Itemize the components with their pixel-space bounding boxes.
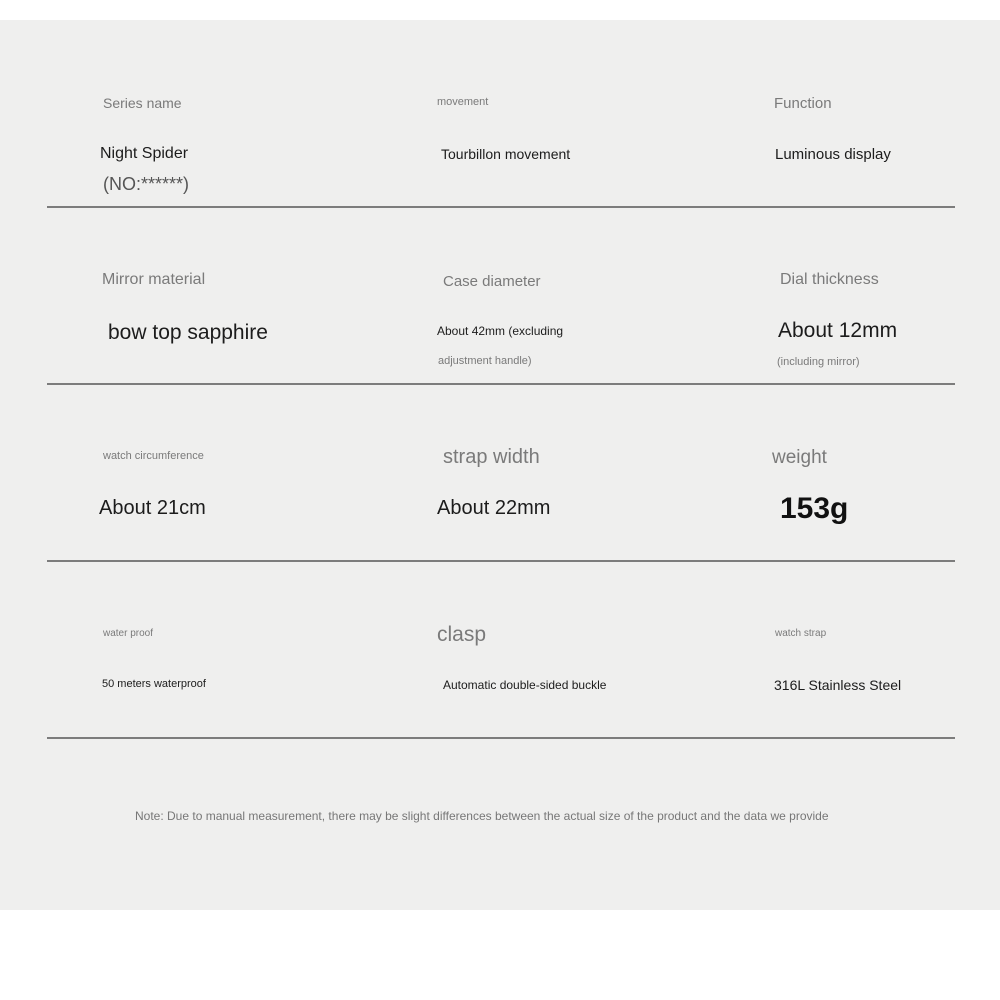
case-diameter-label: Case diameter	[443, 273, 541, 290]
function-value: Luminous display	[775, 146, 891, 163]
weight-label: weight	[772, 447, 827, 468]
strap-width-value: About 22mm	[437, 497, 551, 519]
spec-sheet	[0, 20, 1000, 910]
row-divider	[47, 560, 955, 562]
mirror-material-value: bow top sapphire	[108, 321, 268, 344]
watch-circumference-value: About 21cm	[99, 497, 206, 519]
water-proof-label: water proof	[103, 628, 154, 639]
watch-strap-label: watch strap	[775, 628, 827, 639]
movement-label: movement	[437, 96, 489, 108]
series-name-label: Series name	[103, 95, 182, 111]
series-name-value: Night Spider	[100, 145, 189, 162]
row-divider	[47, 737, 955, 739]
water-proof-value: 50 meters waterproof	[102, 678, 206, 690]
row-divider	[47, 206, 955, 208]
clasp-label: clasp	[437, 623, 487, 646]
dial-thickness-value: About 12mm	[778, 319, 898, 342]
function-label: Function	[774, 95, 832, 112]
weight-value: 153g	[780, 492, 849, 525]
case-diameter-note: adjustment handle)	[438, 355, 532, 367]
watch-circumference-label: watch circumference	[103, 450, 204, 462]
movement-value: Tourbillon movement	[441, 146, 571, 162]
strap-width-label: strap width	[443, 446, 540, 468]
series-number: (NO:******)	[103, 174, 190, 194]
clasp-value: Automatic double-sided buckle	[443, 678, 607, 692]
dial-thickness-note: (including mirror)	[777, 356, 860, 368]
measurement-note: Note: Due to manual measurement, there may be slight differences between the actual size of the product and the data we provide	[135, 809, 829, 823]
watch-strap-value: 316L Stainless Steel	[774, 677, 902, 693]
mirror-material-label: Mirror material	[102, 271, 206, 288]
case-diameter-value: About 42mm (excluding	[437, 324, 564, 338]
dial-thickness-label: Dial thickness	[780, 271, 879, 288]
row-divider	[47, 383, 955, 385]
